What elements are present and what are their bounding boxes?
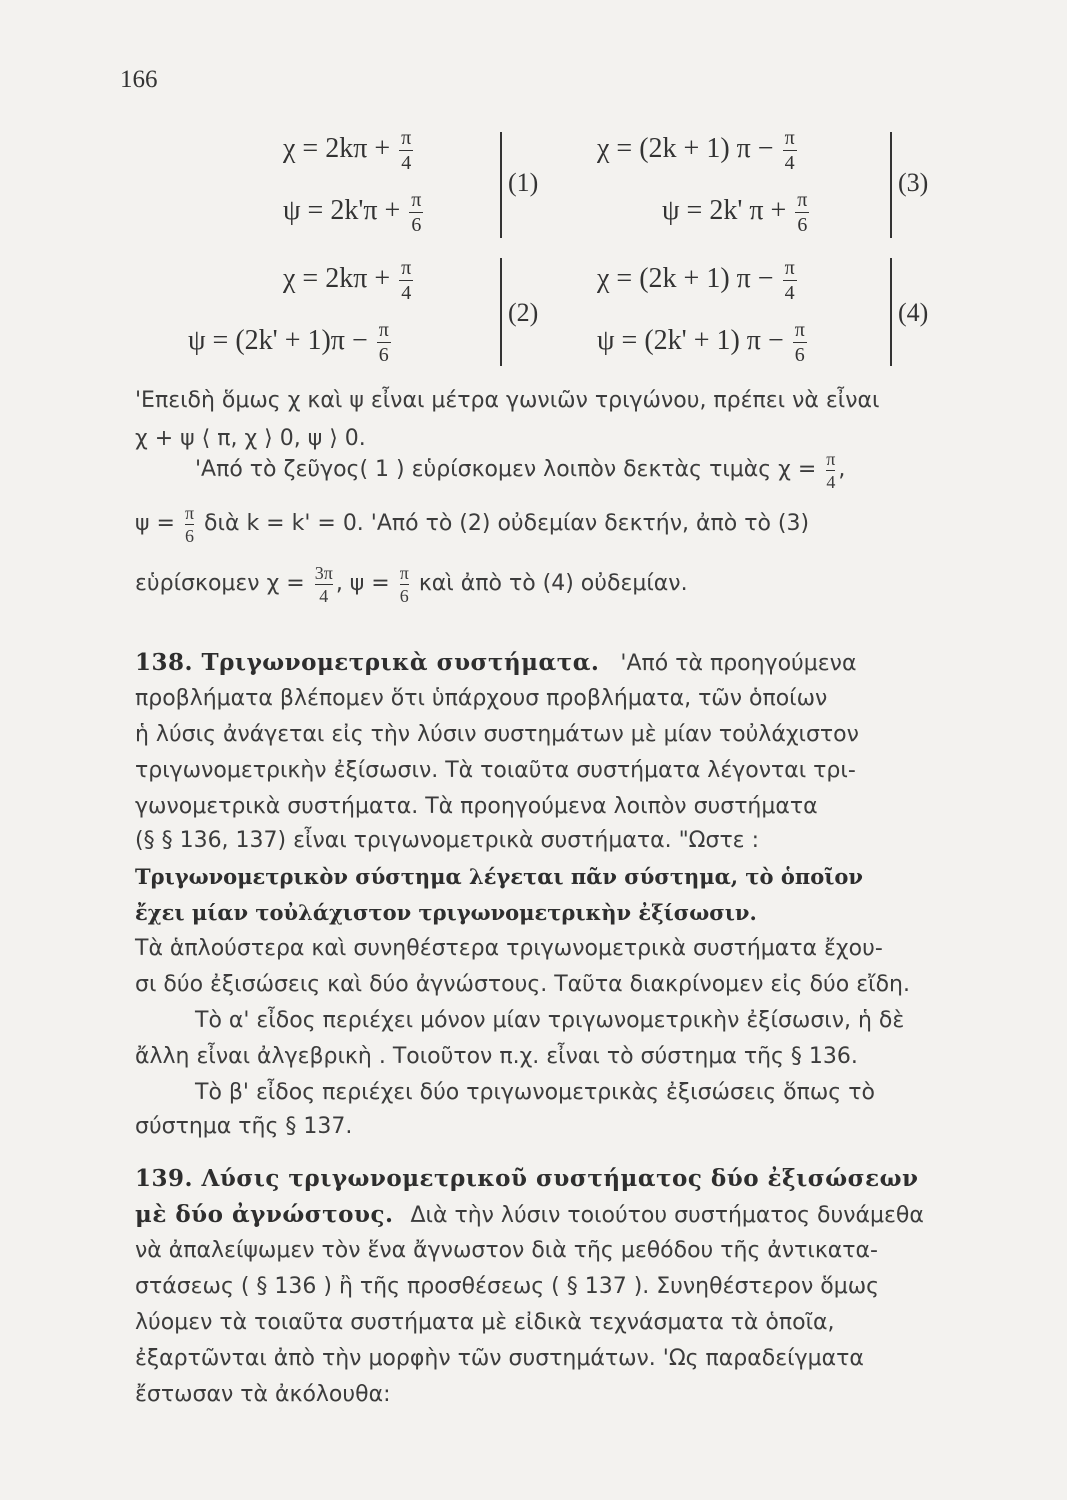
text-line: [135, 1272, 991, 1302]
text-line: [135, 1308, 991, 1338]
text: Τὸ β' εἶδος περιέχει δύο τριγωνομετρικὰς ἐξισώσεις ὅπως τὸ: [195, 1080, 875, 1105]
text-line: [135, 684, 991, 714]
fraction-numerator: π: [797, 189, 808, 211]
definition-text: Τριγωνομετρικὸν σύστημα λέγεται πᾶν σύστημα, τὸ ὁποῖον: [135, 864, 863, 889]
fraction: [315, 564, 333, 605]
system4-eq2: [597, 320, 809, 365]
fraction-numerator: π: [399, 562, 409, 583]
fraction-denominator: 6: [399, 585, 409, 606]
system4-eq1-fraction: [783, 258, 797, 303]
fraction-numerator: π: [826, 448, 836, 469]
text: 'Επειδὴ ὅμως χ καὶ ψ εἶναι μέτρα γωνιῶν τριγώνου, πρέπει νὰ εἶναι: [135, 388, 880, 413]
system1-eq1-fraction: [399, 128, 413, 173]
text-line: [135, 448, 991, 492]
section-139-heading-line: [135, 1164, 991, 1195]
fraction-denominator: 4: [319, 585, 329, 606]
system2-eq2-lhs: ψ = (2k' + 1)π −: [188, 324, 368, 356]
text: ἄλλη εἶναι ἀλγεβρικὴ . Τοιοῦτον π.χ. εἶναι τὸ σύστημα τῆς § 136.: [135, 1044, 858, 1069]
text: σύστημα τῆς § 137.: [135, 1114, 353, 1139]
fraction-denominator: 4: [784, 152, 795, 174]
text-line: [135, 1042, 991, 1072]
system2-eq1-lhs: χ = 2kπ +: [283, 262, 391, 294]
text: τριγωνομετρικὴν ἐξίσωσιν. Τὰ τοιαῦτα συστήματα λέγονται τρι-: [135, 758, 856, 783]
fraction: [185, 504, 194, 545]
system4-eq1: [597, 258, 799, 303]
system2-brace: [500, 258, 502, 366]
system3-eq2: [662, 190, 811, 235]
text: στάσεως ( § 136 ) ἢ τῆς προσθέσεως ( § 137 ). Συνηθέστερον ὅμως: [135, 1274, 880, 1299]
system1-tag: (1): [508, 168, 539, 197]
text: γωνομετρικὰ συστήματα. Τὰ προηγούμενα λοιπὸν συστήματα: [135, 794, 818, 819]
text: , ψ =: [335, 571, 390, 596]
system1-eq1: [283, 128, 415, 173]
text: σι δύο ἐξισώσεις καὶ δύο ἀγνώστους. Ταῦτα διακρίνομεν εἰς δύο εἴδη.: [135, 972, 910, 997]
text: 'Από τὸ ζεῦγος( 1 ) εὑρίσκομεν λοιπὸν δεκτὰς τιμὰς χ =: [195, 457, 817, 482]
fraction: [826, 450, 835, 491]
fraction-denominator: 4: [401, 152, 412, 174]
text-line: [135, 756, 991, 786]
fraction-denominator: 6: [794, 344, 805, 366]
text: προβλήματα βλέπομεν ὅτι ὑπάρχουσ προβλήματα, τῶν ὁποίων: [135, 686, 828, 711]
fraction-numerator: π: [401, 257, 412, 279]
section-heading: μὲ δύο ἀγνώστους.: [135, 1201, 394, 1228]
definition-text: ἔχει μίαν τοὐλάχιστον τριγωνομετρικὴν ἐξίσωσιν.: [135, 900, 757, 925]
fraction-denominator: 4: [826, 471, 836, 492]
text: Διὰ τὴν λύσιν τοιούτου συστήματος δυνάμεθα: [410, 1203, 924, 1228]
fraction-denominator: 4: [401, 282, 412, 304]
page-number: 166: [120, 66, 158, 93]
fraction-denominator: 6: [185, 525, 194, 546]
fraction-numerator: π: [378, 319, 389, 341]
text: ἡ λύσις ἀνάγεται εἰς τὴν λύσιν συστημάτων μὲ μίαν τοὐλάχιστον: [135, 722, 859, 747]
system4-brace: [890, 258, 892, 366]
system2-eq2: [188, 320, 393, 365]
text-line: [135, 1006, 991, 1036]
fraction-numerator: π: [784, 127, 795, 149]
text: νὰ ἀπαλείψωμεν τὸν ἕνα ἄγνωστον διὰ τῆς μεθόδου τῆς ἀντικατα-: [135, 1238, 878, 1263]
system2-eq1-fraction: [399, 258, 413, 303]
fraction-numerator: 3π: [314, 562, 333, 583]
text-line: [135, 1236, 991, 1266]
system4-eq2-fraction: [793, 320, 807, 365]
text-line: [135, 970, 991, 1000]
fraction-numerator: π: [411, 189, 422, 211]
fraction-numerator: π: [784, 257, 795, 279]
system3-brace: [890, 132, 892, 238]
text-line: [135, 934, 991, 964]
definition-line: [135, 862, 991, 893]
text-line: [135, 1078, 991, 1108]
text: καὶ ἀπὸ τὸ (4) οὐδεμίαν.: [418, 571, 688, 596]
system2-tag: (2): [508, 298, 539, 327]
fraction: [400, 564, 409, 605]
system1-eq2-fraction: [409, 190, 423, 235]
text: ψ =: [135, 511, 175, 536]
fraction-denominator: 6: [411, 214, 422, 236]
section-heading: 138. Τριγωνομετρικὰ συστήματα.: [135, 649, 600, 676]
fraction-numerator: π: [184, 502, 195, 523]
text-line: [135, 500, 991, 548]
system1-brace: [500, 132, 502, 238]
system1-eq2-lhs: ψ = 2k'π +: [283, 194, 401, 226]
system1-eq2: [283, 190, 425, 235]
system2-eq1: [283, 258, 415, 303]
text-line: [135, 386, 991, 416]
fraction-denominator: 4: [784, 282, 795, 304]
text-line: [135, 560, 991, 608]
text: 'Από τὰ προηγούμενα: [620, 651, 857, 676]
system3-eq2-lhs: ψ = 2k' π +: [662, 194, 787, 226]
system3-tag: (3): [898, 168, 929, 197]
text-line: [135, 1380, 991, 1410]
section-138-heading-line: [135, 648, 991, 679]
text: λύομεν τὰ τοιαῦτα συστήματα μὲ εἰδικὰ τεχνάσματα τὰ ὁποῖα,: [135, 1310, 835, 1335]
system3-eq1-lhs: χ = (2k + 1) π −: [597, 132, 774, 164]
system4-eq1-lhs: χ = (2k + 1) π −: [597, 262, 774, 294]
system4-eq2-lhs: ψ = (2k' + 1) π −: [597, 324, 784, 356]
text: ἔστωσαν τὰ ἀκόλουθα:: [135, 1382, 391, 1407]
system3-eq1: [597, 128, 799, 173]
text: εὑρίσκομεν χ =: [135, 571, 305, 596]
system3-eq1-fraction: [783, 128, 797, 173]
fraction-denominator: 6: [378, 344, 389, 366]
text-line: [135, 1344, 991, 1374]
definition-line: [135, 898, 991, 929]
text: χ + ψ ⟨ π, χ ⟩ 0, ψ ⟩ 0.: [135, 426, 366, 451]
text: Τὸ α' εἶδος περιέχει μόνον μίαν τριγωνομετρικὴν ἐξίσωσιν, ἡ δὲ: [195, 1008, 905, 1033]
text: ,: [838, 457, 846, 482]
fraction-numerator: π: [401, 127, 412, 149]
text: διὰ k = k' = 0. 'Από τὸ (2) οὐδεμίαν δεκτήν, ἀπὸ τὸ (3): [204, 511, 810, 536]
system2-eq2-fraction: [377, 320, 391, 365]
text-line: [135, 826, 991, 856]
section-139-heading-line2: [135, 1200, 991, 1231]
text-line: [135, 792, 991, 822]
text: ἐξαρτῶνται ἀπὸ τὴν μορφὴν τῶν συστημάτων. 'Ως παραδείγματα: [135, 1346, 864, 1371]
text: (§ § 136, 137) εἶναι τριγωνομετρικὰ συστήματα. "Ωστε :: [135, 828, 759, 853]
text-line: [135, 720, 991, 750]
text-line: [135, 1112, 991, 1142]
section-heading: 139. Λύσις τριγωνομετρικοῦ συστήματος δύο ἐξισώσεων: [135, 1165, 919, 1192]
system3-eq2-fraction: [795, 190, 809, 235]
fraction-numerator: π: [794, 319, 805, 341]
fraction-denominator: 6: [797, 214, 808, 236]
system4-tag: (4): [898, 298, 929, 327]
system1-eq1-lhs: χ = 2kπ +: [283, 132, 391, 164]
text: Τὰ ἁπλούστερα καὶ συνηθέστερα τριγωνομετρικὰ συστήματα ἔχου-: [135, 936, 883, 961]
